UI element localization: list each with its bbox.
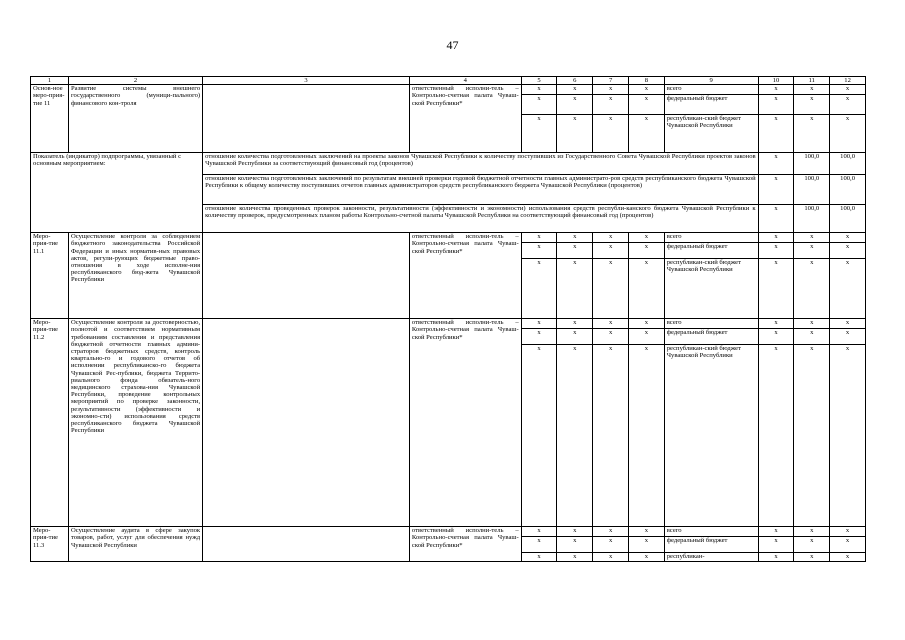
cell-value: x xyxy=(557,527,593,537)
cell-value: x xyxy=(521,115,557,153)
event-description: Осуществление контроля за достоверностью, полнотой и соответствием нормативным требованиям составления и представления бюджетной отчетности главных админи-страторов бюджетных средств, контроль квартально-го и годового отчетов об исполнении республиканско-го бюджета Чувашской Рес-публики, бюджета Террито-риального фонда обязатель-ного медицинского страхова-ния Чувашской Республики, проведение контрольных мероприятий по проверке законности, результативности (эффективности и экономно-сти) использования средств республиканского бюджета Чувашской Республики xyxy=(69,319,203,527)
cell-value: x xyxy=(830,537,866,553)
cell-value: x xyxy=(758,115,794,153)
cell-value: x xyxy=(557,345,593,527)
funding-source: республикан-ский бюджет Чувашской Республики xyxy=(664,345,758,527)
indicator-text: отношение количества подготовленных заключений по результатам внешней проверки годовой бюджетной отчетности главных администрато-ров средств республиканского бюджета Чувашской Республики к общему количеству поступивших отчетов главных администраторов средств республиканского бюджета Чувашской Республики (процентов) xyxy=(203,175,759,205)
indicator-value: 100,0 xyxy=(830,205,866,233)
event-label: Меро-прия-тие 11.1 xyxy=(31,233,69,319)
cell-value: x xyxy=(830,527,866,537)
cell-value: x xyxy=(521,243,557,259)
cell-value: x xyxy=(521,259,557,319)
program-table xyxy=(30,76,866,562)
cell-value: x xyxy=(628,345,664,527)
col-number: 12 xyxy=(830,77,866,85)
responsible-executor: ответственный исполни-тель – Контрольно-счетная палата Чуваш-ской Республики* xyxy=(409,319,521,527)
cell-value: x xyxy=(830,85,866,95)
cell-value: x xyxy=(593,259,629,319)
cell-value: x xyxy=(593,95,629,115)
cell-value: x xyxy=(557,85,593,95)
cell-value: x xyxy=(557,115,593,153)
event-label: Основ-ное меро-прия-тие 11 xyxy=(31,85,69,153)
table-row xyxy=(31,319,866,329)
cell-value: x xyxy=(830,259,866,319)
cell-value: x xyxy=(557,329,593,345)
cell-value: x xyxy=(521,345,557,527)
cell-value: x xyxy=(628,233,664,243)
indicator-value: 100,0 xyxy=(794,205,830,233)
cell-value: x xyxy=(758,329,794,345)
cell-value: x xyxy=(794,329,830,345)
funding-source: федеральный бюджет xyxy=(664,243,758,259)
cell-value: x xyxy=(628,259,664,319)
indicator-text: отношение количества проведенных проверок законности, результативности (эффективности и экономности) использования средств республи-канского бюджета Чувашской Республики к количеству проверок, предусмотренных планом работы Контрольно-счетной палаты Чувашской Республики на соответствующий финансовый год (процентов) xyxy=(203,205,759,233)
funding-source: республикан-ский бюджет Чувашской Республики xyxy=(664,115,758,153)
cell-value: x xyxy=(557,319,593,329)
cell-value: x xyxy=(557,553,593,562)
cell-value: x xyxy=(758,537,794,553)
cell-value: x xyxy=(794,319,830,329)
indicator-value: x xyxy=(758,175,794,205)
indicator-label: Показатель (индикатор) подпрограммы, увязанный с основным мероприятием: xyxy=(31,153,203,233)
cell-value: x xyxy=(557,537,593,553)
cell-value: x xyxy=(794,259,830,319)
cell-value: x xyxy=(794,243,830,259)
cell-value: x xyxy=(758,527,794,537)
responsible-executor: ответственный исполни-тель – Контрольно-счетная палата Чуваш-ской Республики* xyxy=(409,233,521,319)
cell-value: x xyxy=(593,115,629,153)
table-row xyxy=(31,85,866,95)
cell-value: x xyxy=(557,259,593,319)
cell-value: x xyxy=(557,95,593,115)
cell-value: x xyxy=(593,243,629,259)
funding-source: федеральный бюджет xyxy=(664,537,758,553)
table-row xyxy=(31,527,866,537)
empty-cell xyxy=(203,319,410,527)
cell-value: x xyxy=(521,233,557,243)
indicator-value: 100,0 xyxy=(830,153,866,175)
funding-source: республикан-ский бюджет Чувашской Республики xyxy=(664,259,758,319)
cell-value: x xyxy=(521,95,557,115)
cell-value: x xyxy=(758,243,794,259)
cell-value: x xyxy=(794,345,830,527)
col-number: 9 xyxy=(664,77,758,85)
event-label: Меро-прия-тие 11.2 xyxy=(31,319,69,527)
cell-value: x xyxy=(758,85,794,95)
cell-value: x xyxy=(830,115,866,153)
cell-value: x xyxy=(830,345,866,527)
cell-value: x xyxy=(794,553,830,562)
cell-value: x xyxy=(593,319,629,329)
cell-value: x xyxy=(557,243,593,259)
cell-value: x xyxy=(593,233,629,243)
cell-value: x xyxy=(758,345,794,527)
cell-value: x xyxy=(830,95,866,115)
cell-value: x xyxy=(593,329,629,345)
event-label: Меро-прия-тие 11.3 xyxy=(31,527,69,562)
cell-value: x xyxy=(830,553,866,562)
cell-value: x xyxy=(521,537,557,553)
cell-value: x xyxy=(794,527,830,537)
col-number: 5 xyxy=(521,77,557,85)
indicator-value: x xyxy=(758,205,794,233)
funding-source: федеральный бюджет xyxy=(664,95,758,115)
cell-value: x xyxy=(521,553,557,562)
col-number: 11 xyxy=(794,77,830,85)
indicator-row xyxy=(31,153,866,175)
cell-value: x xyxy=(794,233,830,243)
page-number: 47 xyxy=(446,38,459,52)
cell-value: x xyxy=(794,537,830,553)
cell-value: x xyxy=(593,85,629,95)
indicator-text: отношение количества подготовленных заключений на проекты законов Чувашской Республики к количеству поступивших из Государственного Совета Чувашской Республики проектов законов Чувашской Республики за соответствующий финансовый год (процентов) xyxy=(203,153,759,175)
col-number: 6 xyxy=(557,77,593,85)
cell-value: x xyxy=(628,243,664,259)
cell-value: x xyxy=(628,85,664,95)
col-number: 10 xyxy=(758,77,794,85)
empty-cell xyxy=(203,233,410,319)
cell-value: x xyxy=(593,527,629,537)
cell-value: x xyxy=(830,329,866,345)
col-number: 2 xyxy=(69,77,203,85)
cell-value: x xyxy=(628,319,664,329)
cell-value: x xyxy=(628,527,664,537)
indicator-value: 100,0 xyxy=(794,175,830,205)
cell-value: x xyxy=(521,85,557,95)
indicator-value: x xyxy=(758,153,794,175)
col-number: 3 xyxy=(203,77,410,85)
indicator-value: 100,0 xyxy=(830,175,866,205)
indicator-value: 100,0 xyxy=(794,153,830,175)
event-description: Развитие системы внешнего государственного (муници-пального) финансового кон-троля xyxy=(69,85,203,153)
col-number: 8 xyxy=(628,77,664,85)
cell-value: x xyxy=(758,95,794,115)
cell-value: x xyxy=(628,553,664,562)
col-number: 1 xyxy=(31,77,69,85)
responsible-executor: ответственный исполни-тель – Контрольно-счетная палата Чуваш-ской Республики* xyxy=(409,527,521,562)
cell-value: x xyxy=(593,345,629,527)
table-row xyxy=(31,233,866,243)
funding-source: всего xyxy=(664,233,758,243)
cell-value: x xyxy=(557,233,593,243)
event-description: Осуществление контроля за соблюдением бюджетного законодательства Российской Федерации и иных норматив-ных правовых актов, регули-рующих бюджетные право-отношения в ходе исполне-ния республиканского бюд-жета Чувашской Республики xyxy=(69,233,203,319)
cell-value: x xyxy=(593,553,629,562)
funding-source: республикан- xyxy=(664,553,758,562)
cell-value: x xyxy=(628,95,664,115)
cell-value: x xyxy=(830,243,866,259)
funding-source: всего xyxy=(664,85,758,95)
cell-value: x xyxy=(628,115,664,153)
cell-value: x xyxy=(830,319,866,329)
funding-source: федеральный бюджет xyxy=(664,329,758,345)
col-number: 7 xyxy=(593,77,629,85)
empty-cell xyxy=(203,85,410,153)
cell-value: x xyxy=(628,537,664,553)
cell-value: x xyxy=(521,319,557,329)
responsible-executor: ответственный исполни-тель – Контрольно-счетная палата Чуваш-ской Республики* xyxy=(409,85,521,153)
funding-source: всего xyxy=(664,319,758,329)
cell-value: x xyxy=(758,233,794,243)
empty-cell xyxy=(203,527,410,562)
cell-value: x xyxy=(794,115,830,153)
funding-source: всего xyxy=(664,527,758,537)
cell-value: x xyxy=(593,537,629,553)
col-number: 4 xyxy=(409,77,521,85)
cell-value: x xyxy=(521,329,557,345)
cell-value: x xyxy=(758,553,794,562)
column-numbers-row xyxy=(31,77,866,85)
cell-value: x xyxy=(758,259,794,319)
cell-value: x xyxy=(628,329,664,345)
cell-value: x xyxy=(521,527,557,537)
cell-value: x xyxy=(794,95,830,115)
cell-value: x xyxy=(794,85,830,95)
cell-value: x xyxy=(758,319,794,329)
event-description: Осуществление аудита в сфере закупок товаров, работ, услуг для обеспечения нужд Чувашской Республики xyxy=(69,527,203,562)
cell-value: x xyxy=(830,233,866,243)
